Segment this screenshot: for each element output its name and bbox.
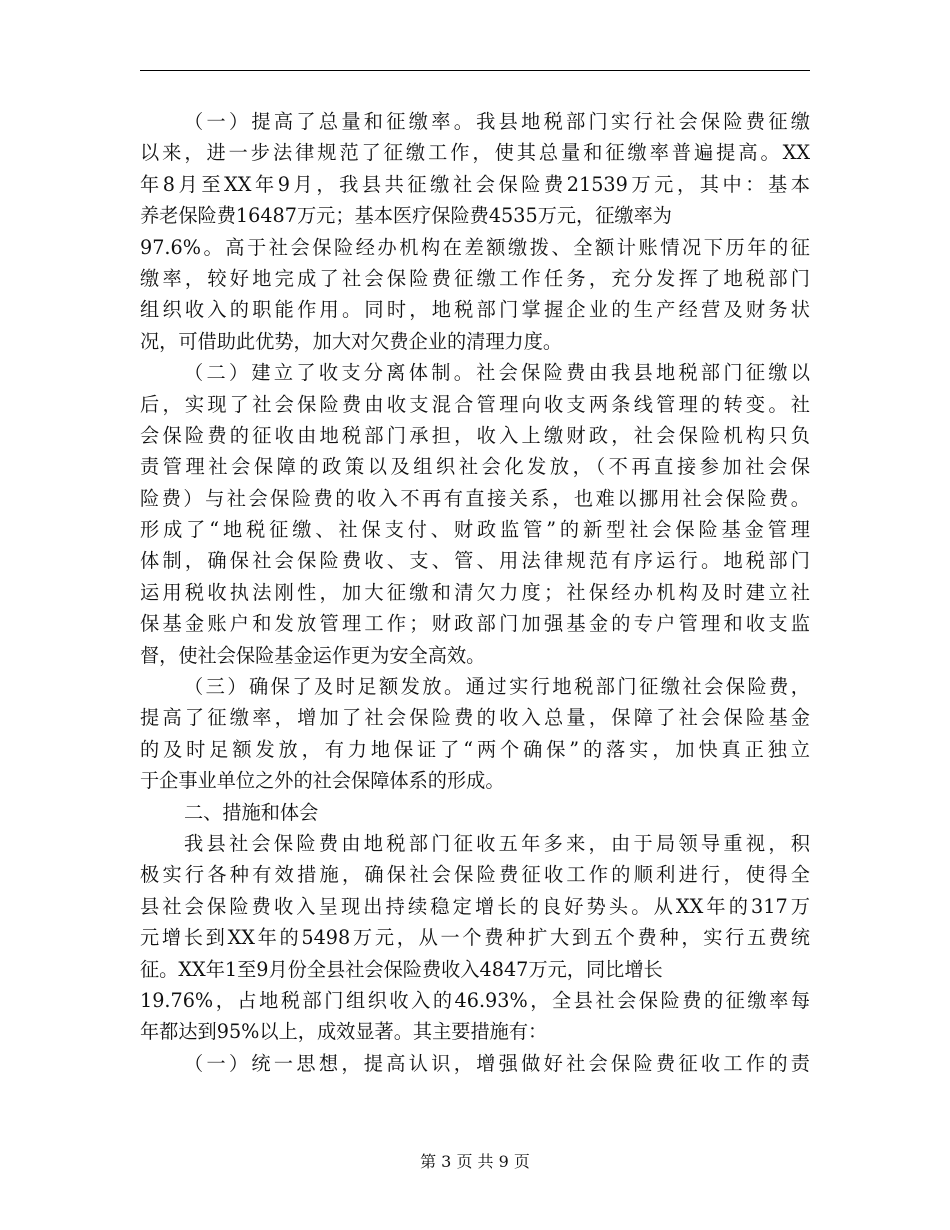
text-line: （一）提高了总量和征缴率。我县地税部门实行社会保险费征缴: [184, 110, 810, 133]
text-line: （一）统一思想，提高认识，增强做好社会保险费征收工作的责: [184, 1051, 810, 1075]
text-line: 我县社会保险费由地税部门征收五年多来，由于局领导重视，积: [184, 831, 810, 855]
text-line: 会保险费的征收由地税部门承担，收入上缴财政，社会保险机构只负: [140, 423, 810, 447]
text-line: 形成了“地税征缴、社保支付、财政监管”的新型社会保险基金管理: [140, 518, 810, 542]
text-line: 体制，确保社会保险费收、支、管、用法律规范有序运行。地税部门: [140, 549, 810, 573]
text-line: 19.76%，占地税部门组织收入的46.93%，全县社会保险费的征缴率每: [140, 988, 810, 1012]
text-line: （三）确保了及时足额发放。通过实行地税部门征缴社会保险费，: [184, 675, 810, 699]
document-body: [140, 106, 810, 1079]
header-rule: [140, 70, 810, 71]
text-line: 提高了征缴率，增加了社会保险费的收入总量，保障了社会保险基金: [140, 706, 810, 730]
text-line: 县社会保险费收入呈现出持续稳定增长的良好势头。从XX年的317万: [140, 894, 810, 918]
text-line: 97.6%。高于社会保险经办机构在差额缴拨、全额计账情况下历年的征: [140, 235, 810, 259]
text-line: 于企事业单位之外的社会保障体系的形成。: [140, 769, 505, 793]
text-line: 运用税收执法刚性，加大征缴和清欠力度；社保经办机构及时建立社: [140, 580, 810, 604]
text-line: 险费）与社会保险费的收入不再有直接关系，也难以挪用社会保险费。: [140, 486, 810, 510]
page-footer: 第 3 页 共 9 页: [420, 1152, 530, 1171]
text-line: 缴率，较好地完成了社会保险费征缴工作任务，充分发挥了地税部门: [140, 266, 810, 290]
text-line: 养老保险费16487万元；基本医疗保险费4535万元，征缴率为: [140, 204, 672, 228]
text-line: 征。XX年1至9月份全县社会保险费收入4847万元，同比增长: [140, 957, 663, 981]
text-line: 保基金账户和发放管理工作；财政部门加强基金的专户管理和收支监: [140, 612, 810, 636]
text-line: 组织收入的职能作用。同时，地税部门掌握企业的生产经营及财务状: [140, 298, 810, 322]
text-line: 年8月至XX年9月，我县共征缴社会保险费21539万元，其中：基本: [140, 172, 810, 196]
text-line: （二）建立了收支分离体制。社会保险费由我县地税部门征缴以: [184, 361, 810, 385]
text-line: 元增长到XX年的5498万元，从一个费种扩大到五个费种，实行五费统: [140, 926, 810, 950]
text-line: 后，实现了社会保险费由收支混合管理向收支两条线管理的转变。社: [140, 392, 810, 416]
text-line: 以来，进一步法律规范了征缴工作，使其总量和征缴率普遍提高。XX: [140, 141, 810, 165]
text-line: 年都达到95%以上，成效显著。其主要措施有：: [140, 1020, 548, 1044]
text-line: 的及时足额发放，有力地保证了“两个确保”的落实，加快真正独立: [140, 737, 810, 761]
text-line: 二、措施和体会: [184, 800, 319, 824]
text-line: 督，使社会保险基金运作更为安全高效。: [140, 643, 486, 667]
text-line: 责管理社会保障的政策以及组织社会化发放，（不再直接参加社会保: [140, 455, 810, 479]
text-line: 况，可借助此优势，加大对欠费企业的清理力度。: [140, 329, 563, 353]
text-line: 极实行各种有效措施，确保社会保险费征收工作的顺利进行，使得全: [140, 863, 810, 887]
